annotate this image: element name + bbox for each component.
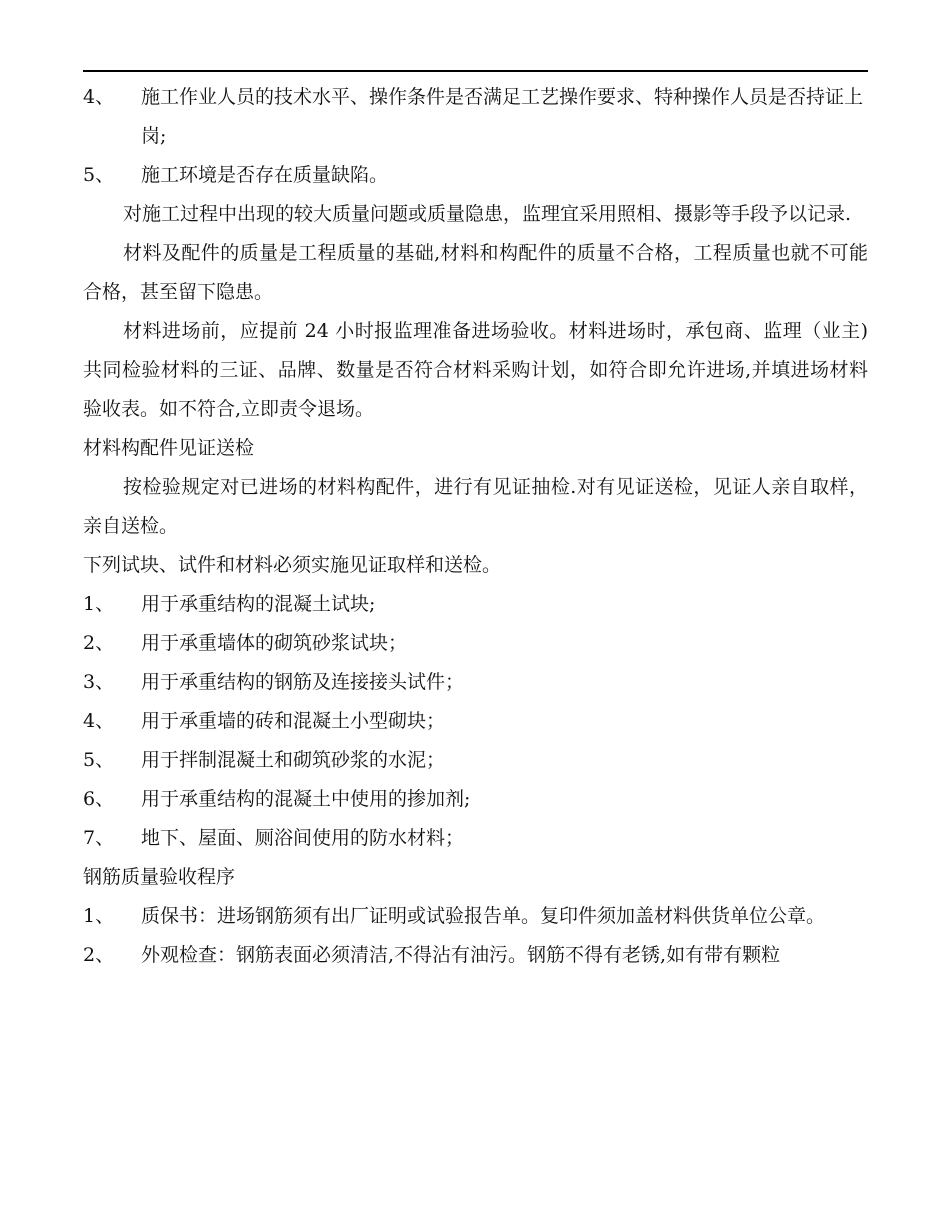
list-text: 用于承重墙的砖和混凝土小型砌块； <box>141 710 446 732</box>
list-number: 3、 <box>83 671 115 693</box>
list-item <box>83 78 868 156</box>
paragraph: 材料及配件的质量是工程质量的基础,材料和构配件的质量不合格，工程质量也就不可能合格，甚至留下隐患。 <box>83 242 868 303</box>
list-text: 用于承重结构的混凝土试块; <box>141 593 376 615</box>
list-number: 5、 <box>83 164 115 186</box>
list-item <box>83 585 868 624</box>
list-number: 5、 <box>83 749 115 771</box>
paragraph: 下列试块、试件和材料必须实施见证取样和送检。 <box>83 554 502 576</box>
list-item <box>83 624 868 663</box>
list-number: 6、 <box>83 788 115 810</box>
paragraph: 按检验规定对已进场的材料构配件，进行有见证抽检.对有见证送检，见证人亲自取样，亲自送检。 <box>83 476 868 537</box>
section-heading: 钢筋质量验收程序 <box>83 866 236 888</box>
document-body <box>83 78 868 975</box>
list-number: 2、 <box>83 632 115 654</box>
list-text: 用于承重结构的混凝土中使用的掺加剂; <box>141 788 471 810</box>
list-item <box>83 936 868 975</box>
header-rule <box>83 70 868 72</box>
list-number: 4、 <box>83 710 115 732</box>
list-text: 地下、屋面、厕浴间使用的防水材料； <box>141 827 465 849</box>
list-number: 2、 <box>83 944 115 966</box>
paragraph: 材料进场前，应提前 24 小时报监理准备进场验收。材料进场时，承包商、监理（业主)共同检验材料的三证、品牌、数量是否符合材料采购计划，如符合即允许进场,并填进场材料验收表。如不符合,立即责令退场。 <box>83 320 868 420</box>
list-number: 7、 <box>83 827 115 849</box>
list-number: 4、 <box>83 86 115 108</box>
list-item <box>83 156 868 195</box>
list-item <box>83 897 868 936</box>
list-text: 施工作业人员的技术水平、操作条件是否满足工艺操作要求、特种操作人员是否持证上岗; <box>141 86 864 147</box>
list-item <box>83 663 868 702</box>
list-item <box>83 819 868 858</box>
list-text: 质保书：进场钢筋须有出厂证明或试验报告单。复印件须加盖材料供货单位公章。 <box>141 905 826 927</box>
list-number: 1、 <box>83 905 115 927</box>
list-text: 用于承重墙体的砌筑砂浆试块； <box>141 632 408 654</box>
list-text: 施工环境是否存在质量缺陷。 <box>141 164 389 186</box>
paragraph: 对施工过程中出现的较大质量问题或质量隐患，监理宜采用照相、摄影等手段予以记录. <box>123 203 852 225</box>
list-text: 用于承重结构的钢筋及连接接头试件； <box>141 671 465 693</box>
list-text: 用于拌制混凝土和砌筑砂浆的水泥； <box>141 749 446 771</box>
list-text: 外观检查：钢筋表面必须清洁,不得沾有油污。钢筋不得有老锈,如有带有颗粒 <box>141 944 781 966</box>
list-item <box>83 780 868 819</box>
list-item <box>83 741 868 780</box>
list-number: 1、 <box>83 593 115 615</box>
section-heading: 材料构配件见证送检 <box>83 437 255 459</box>
list-item <box>83 702 868 741</box>
